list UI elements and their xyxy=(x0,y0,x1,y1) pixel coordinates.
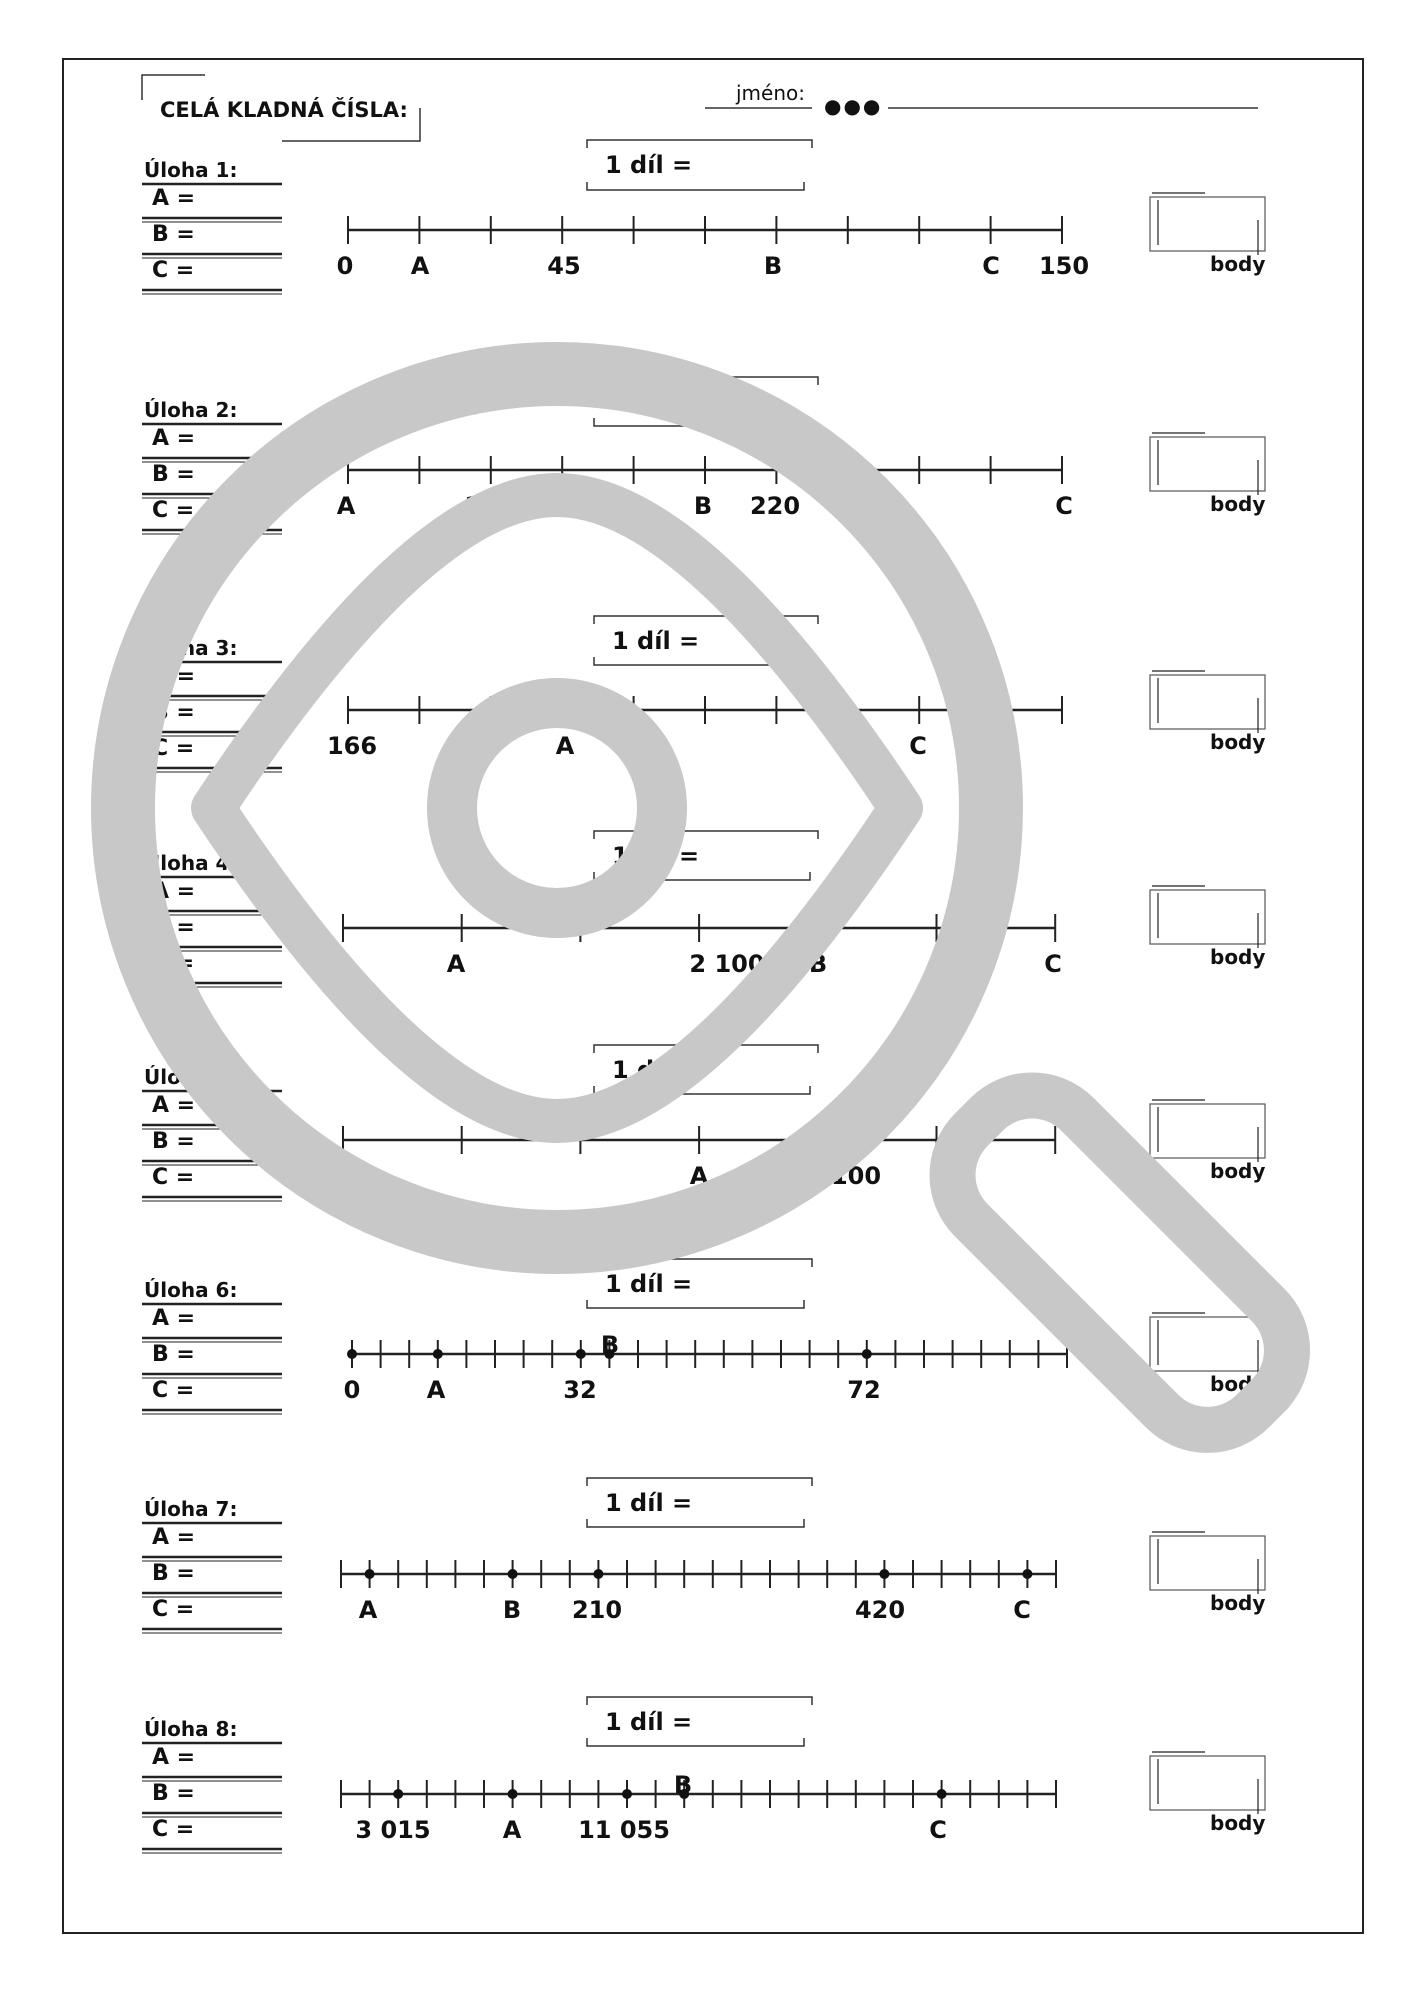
number-line-label: B xyxy=(808,950,828,978)
points-label: body xyxy=(1210,252,1266,276)
name-label: jméno: xyxy=(736,81,805,105)
points-label: body xyxy=(1210,730,1266,754)
number-line-label: B xyxy=(600,1331,620,1359)
number-line-label: C xyxy=(929,1816,947,1844)
task-title: Úloha 1: xyxy=(144,158,238,182)
points-label: body xyxy=(1210,1811,1266,1835)
answer-c-label: C = xyxy=(152,1378,195,1403)
part-size-label: 1 díl = xyxy=(612,388,700,416)
number-line-label: 72 xyxy=(847,1376,881,1404)
part-size-label: 1 díl = xyxy=(605,1708,693,1736)
answer-b-label: B = xyxy=(152,1342,195,1367)
number-line-label: 150 xyxy=(1038,252,1090,280)
part-size-label: 1 díl = xyxy=(605,151,693,179)
points-box[interactable] xyxy=(1150,1756,1265,1810)
points-label: body xyxy=(1210,1591,1266,1615)
answer-a-label: A = xyxy=(152,664,196,689)
number-line-label: 100 xyxy=(830,1162,882,1190)
number-line-label: A xyxy=(336,492,356,520)
answer-b-label: B = xyxy=(152,1781,195,1806)
number-line-label: A xyxy=(502,1816,522,1844)
name-value: ●●● xyxy=(824,94,883,118)
part-box-bottom xyxy=(587,1738,804,1746)
number-line-label: A xyxy=(555,732,575,760)
answer-b-label: B = xyxy=(152,222,195,247)
task-title: Úloha 4: xyxy=(144,851,238,875)
number-line-label: B xyxy=(763,252,783,280)
part-size-label: 1 díl = xyxy=(605,1489,693,1517)
number-line-label: 210 xyxy=(571,1596,623,1624)
part-size-label: 1 díl = xyxy=(612,842,700,870)
number-line-label: B xyxy=(502,1596,522,1624)
point-dot xyxy=(622,1789,632,1799)
number-line-label: C xyxy=(1044,950,1062,978)
answer-a-label: A = xyxy=(152,879,196,904)
answer-a-label: A = xyxy=(152,186,196,211)
number-line-label: C xyxy=(1013,1596,1031,1624)
number-line-label: 11 055 xyxy=(578,1816,670,1844)
answer-b-label: B = xyxy=(152,462,195,487)
number-line-label: C xyxy=(1055,492,1073,520)
number-line-label: 3 015 xyxy=(355,1816,431,1844)
points-label: body xyxy=(1210,1159,1266,1183)
task-title: Úloha 6: xyxy=(144,1278,238,1302)
answer-a-label: A = xyxy=(152,426,196,451)
number-line-label: A xyxy=(446,950,466,978)
task-title: Úloha 3: xyxy=(144,636,238,660)
number-line-label: 0 xyxy=(336,252,354,280)
answer-b-label: B = xyxy=(152,1561,195,1586)
answer-c-label: C = xyxy=(152,498,195,523)
task-title: Úloha 2: xyxy=(144,398,238,422)
number-line-label: 32 xyxy=(563,1376,597,1404)
task-title: Úloha 5: xyxy=(144,1065,238,1089)
part-box-top xyxy=(587,1697,812,1705)
answer-c-label: C = xyxy=(152,258,195,283)
answer-c-label: C = xyxy=(152,1597,195,1622)
answer-a-label: A = xyxy=(152,1306,196,1331)
number-line-label: A xyxy=(410,252,430,280)
number-line-label: B xyxy=(673,1771,693,1799)
task-title: Úloha 7: xyxy=(144,1497,238,1521)
points-label: body xyxy=(1210,492,1266,516)
point-dot xyxy=(937,1789,947,1799)
number-line-label: 166 xyxy=(326,732,378,760)
answer-b-label: B = xyxy=(152,915,195,940)
point-dot xyxy=(393,1789,403,1799)
number-line-label: A xyxy=(689,1162,709,1190)
answer-b-label: B = xyxy=(152,1129,195,1154)
number-line-label: C xyxy=(909,732,927,760)
number-line-label: 420 xyxy=(854,1596,906,1624)
number-line-label: 200 xyxy=(464,492,516,520)
points-label: body xyxy=(1210,1372,1266,1396)
answer-a-label: A = xyxy=(152,1525,196,1550)
part-size-label: 1 díl = xyxy=(612,627,700,655)
number-line-label: C xyxy=(982,252,1000,280)
answer-c-label: C = xyxy=(152,951,195,976)
number-line-label: A xyxy=(358,1596,378,1624)
page-title: CELÁ KLADNÁ ČÍSLA: xyxy=(160,98,408,122)
part-size-label: 1 díl = xyxy=(612,1056,700,1084)
part-size-label: 1 díl = xyxy=(605,1270,693,1298)
number-line-label: 220 xyxy=(749,492,801,520)
number-line-label: B xyxy=(693,492,713,520)
answer-a-label: A = xyxy=(152,1093,196,1118)
number-line-label: 2 100 xyxy=(689,950,765,978)
answer-c-label: C = xyxy=(152,736,195,761)
number-line-label: 45 xyxy=(547,252,581,280)
answer-c-label: C = xyxy=(152,1817,195,1842)
answer-c-label: C = xyxy=(152,1165,195,1190)
point-dot xyxy=(508,1789,518,1799)
number-line-label: A xyxy=(426,1376,446,1404)
number-line-label: 0 xyxy=(343,1376,361,1404)
answer-b-label: B = xyxy=(152,700,195,725)
task-title: Úloha 8: xyxy=(144,1717,238,1741)
points-label: body xyxy=(1210,945,1266,969)
answer-a-label: A = xyxy=(152,1745,196,1770)
